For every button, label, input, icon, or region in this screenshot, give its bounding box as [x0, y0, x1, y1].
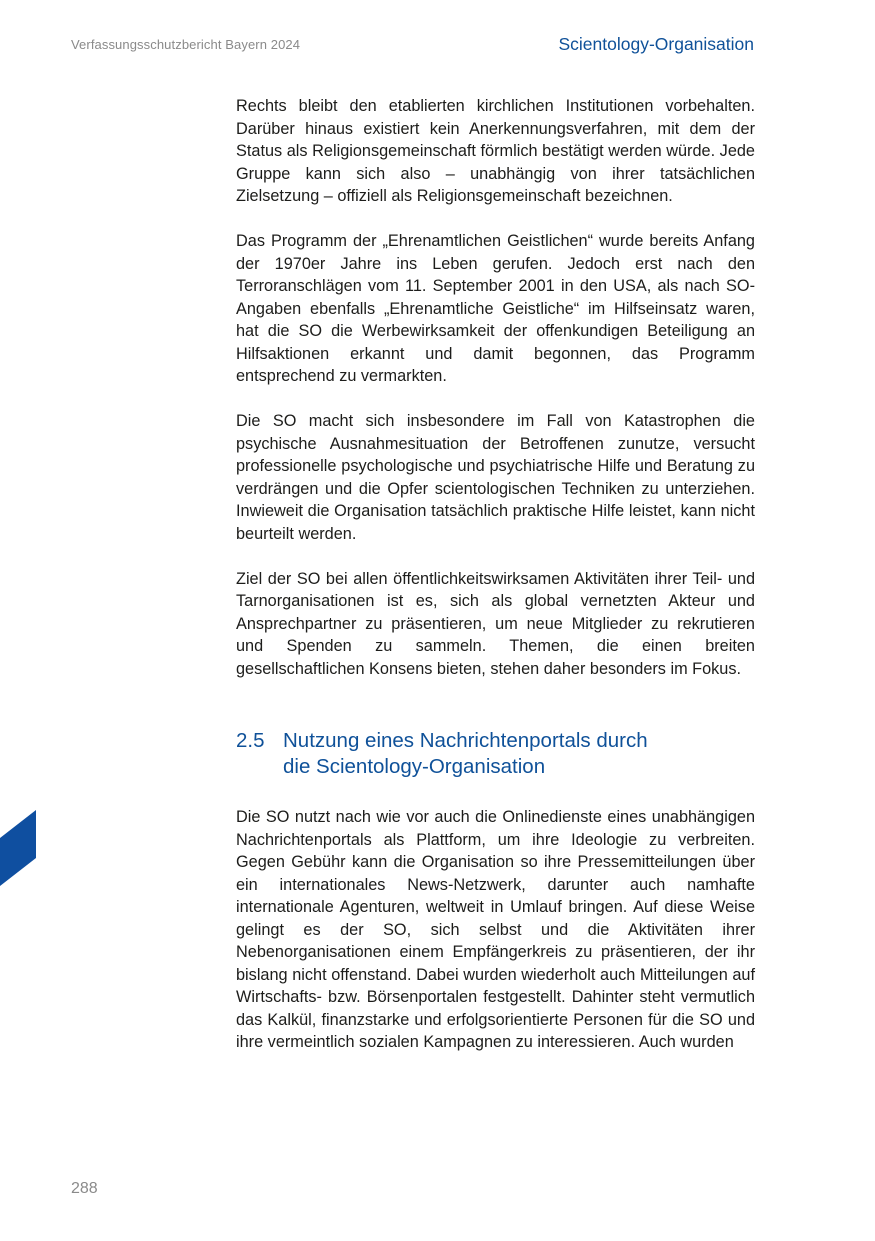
paragraph-1: Rechts bleibt den etablierten kirchlichen Institutionen vorbehalten. Darüber hinaus existiert kein Anerkennungsverfahren, mit dem der Status als Religionsgemeinschaft förmlich bestätigt werden würde. Jede Gruppe kann sich also – unabhängig von ihrer tatsächlichen Zielsetzung – offiziell als Religionsgemeinschaft bezeichnen.	[236, 97, 755, 205]
chapter-tab-marker	[0, 810, 36, 886]
section-title-line-2: die Scientology-Organisation	[283, 755, 546, 778]
main-content	[236, 95, 755, 1076]
paragraph-4: Ziel der SO bei allen öffentlichkeitswirksamen Aktivitäten ihrer Teil- und Tarnorganisationen ist es, sich als global vernetzten Akteur und Ansprechpartner zu präsentieren, um neue Mitglieder zu rekrutieren und Spenden zu sammeln. Themen, die einen breiten gesellschaftlichen Konsens bieten, stehen daher besonders im Fokus.	[236, 569, 755, 678]
section-number: 2.5	[236, 729, 265, 752]
section-heading	[236, 728, 755, 780]
section-paragraph: Die SO nutzt nach wie vor auch die Onlinedienste eines unabhängigen Nachrichtenportals als Plattform, um ihre Ideologie zu verbreiten. Gegen Gebühr kann die Organisation so ihre Pressemitteilungen über ein internationales News-Netzwerk, darunter auch namhafte internationale Agenturen, weltweit in Umlauf bringen. Auf diese Weise gelingt es der SO, sich selbst und die Aktivitäten ihrer Nebenorganisationen einem Empfängerkreis zu präsentieren, der ihr bislang nicht offenstand. Dabei wurden wiederholt auch Mitteilungen auf Wirtschafts- bzw. Börsenportalen festgestellt. Dahinter steht vermutlich das Kalkül, finanzstarke und erfolgsorientierte Personen für die SO und ihre vermeintlich sozialen Kampagnen zu interessieren. Auch wurden	[236, 808, 755, 1051]
page-number: 288	[71, 1180, 98, 1197]
running-header-publication: Verfassungsschutzbericht Bayern 2024	[71, 37, 301, 52]
running-header-chapter: Scientology-Organisation	[558, 34, 754, 54]
paragraph-2: Das Programm der „Ehrenamtlichen Geistlichen“ wurde bereits Anfang der 1970er Jahre ins Leben gerufen. Jedoch erst nach den Terroranschlägen vom 11. September 2001 in den USA, als nach SO-Angaben ebenfalls „Ehrenamtliche Geistliche“ im Hilfseinsatz waren, hat die SO die Werbewirksamkeit der offenkundigen Beteiligung an Hilfsaktionen erkannt und damit begonnen, das Programm entsprechend zu vermarkten.	[236, 232, 755, 385]
section-title-line-1: Nutzung eines Nachrichtenportals durch	[283, 729, 648, 752]
paragraph-3: Die SO macht sich insbesondere im Fall von Katastrophen die psychische Ausnahmesituation der Betroffenen zunutze, versucht professionelle psychologische und psychiatrische Hilfe und Beratung zu verdrängen und die Opfer scientologischen Techniken zu unterziehen. Inwieweit die Organisation tatsächlich praktische Hilfe leistet, kann nicht beurteilt werden.	[236, 412, 755, 543]
